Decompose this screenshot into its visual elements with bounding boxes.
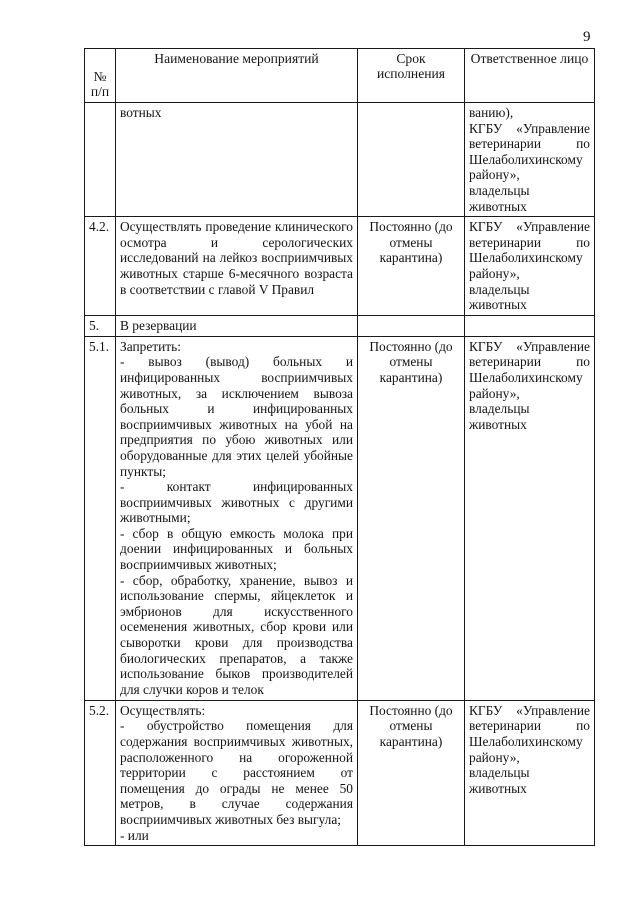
row-number	[85, 103, 116, 217]
responsible-text: ванию),	[469, 105, 514, 120]
row-term: Постоянно (до отмены карантина)	[358, 336, 465, 700]
row-number: 5.2.	[85, 700, 116, 845]
header-responsible: Ответственное лицо	[465, 49, 595, 103]
activity-text: - или	[120, 827, 149, 843]
row-responsible	[465, 336, 595, 700]
row-activity	[116, 700, 358, 845]
table-row	[85, 217, 595, 316]
row-activity	[116, 217, 358, 316]
activity-text: вотных	[120, 105, 162, 120]
table-header-row	[85, 49, 595, 103]
row-activity	[116, 103, 358, 217]
responsible-text: владельцы животных	[469, 281, 530, 313]
activity-text: - сбор, обработку, хранение, вывоз и использование спермы, яйцеклеток и эмбрионов для искусственного осеменения животных, сбор крови или сыворотки крови для производства биологических препаратов, а также использование быков производителей для случки коров и телок	[120, 572, 353, 697]
row-responsible	[465, 103, 595, 217]
responsible-text: КГБУ «Управление ветеринарии по Шелаболихинскому району»,	[469, 219, 590, 281]
table-row	[85, 700, 595, 845]
header-number: № п/п	[85, 49, 116, 103]
activity-text: - вывоз (вывод) больных и инфицированных восприимчивых животных, за исключением вывоза больных и инфицированных восприимчивых животных на убой на предприятия по убою животных или оборудованные для этих целей убойные пункты;	[120, 354, 353, 479]
responsible-text: КГБУ «Управление ветеринарии по Шелаболихинскому району»,	[469, 702, 590, 765]
measures-table	[84, 48, 595, 846]
activity-text: - обустройство помещения для содержания восприимчивых животных, расположенного на огороженной территории с расстоянием от помещения до ограды не менее 50 метров, в случае содержания восприимчивых животных без выгула;	[120, 718, 353, 827]
row-responsible	[465, 217, 595, 316]
section-number: 5.	[85, 316, 116, 337]
responsible-text: владельцы животных	[469, 401, 530, 432]
page-number: 9	[583, 29, 591, 45]
empty-cell	[358, 316, 465, 337]
empty-cell	[465, 316, 595, 337]
activity-text: Осуществлять:	[120, 702, 206, 718]
section-title: В резервации	[116, 316, 358, 337]
activity-text: - контакт инфицированных восприимчивых животных с другими животными;	[120, 479, 353, 526]
activity-text: Осуществлять проведение клинического осмотра и серологических исследований на лейкоз восприимчивых животных старше 6-месячного возраста в соответствии с главой V Правил	[120, 219, 353, 297]
table-row	[85, 336, 595, 700]
responsible-text: КГБУ «Управление ветеринарии по Шелаболихинскому району»,	[469, 120, 590, 183]
row-term: Постоянно (до отмены карантина)	[358, 700, 465, 845]
responsible-text: КГБУ «Управление ветеринарии по Шелаболихинскому району»,	[469, 338, 590, 401]
activity-text: - сбор в общую емкость молока при доении инфицированных и больных восприимчивых животных;	[120, 525, 353, 573]
responsible-text: владельцы животных	[469, 765, 530, 796]
row-responsible	[465, 700, 595, 845]
section-row	[85, 316, 595, 337]
table-row	[85, 103, 595, 217]
header-activity-name: Наименование мероприятий	[116, 49, 358, 103]
activity-text: Запретить:	[120, 338, 181, 354]
row-activity	[116, 336, 358, 700]
responsible-text: владельцы животных	[469, 182, 530, 214]
header-term: Срок исполнения	[358, 49, 465, 103]
row-term: Постоянно (до отмены карантина)	[358, 217, 465, 316]
row-term	[358, 103, 465, 217]
row-number: 5.1.	[85, 336, 116, 700]
row-number: 4.2.	[85, 217, 116, 316]
